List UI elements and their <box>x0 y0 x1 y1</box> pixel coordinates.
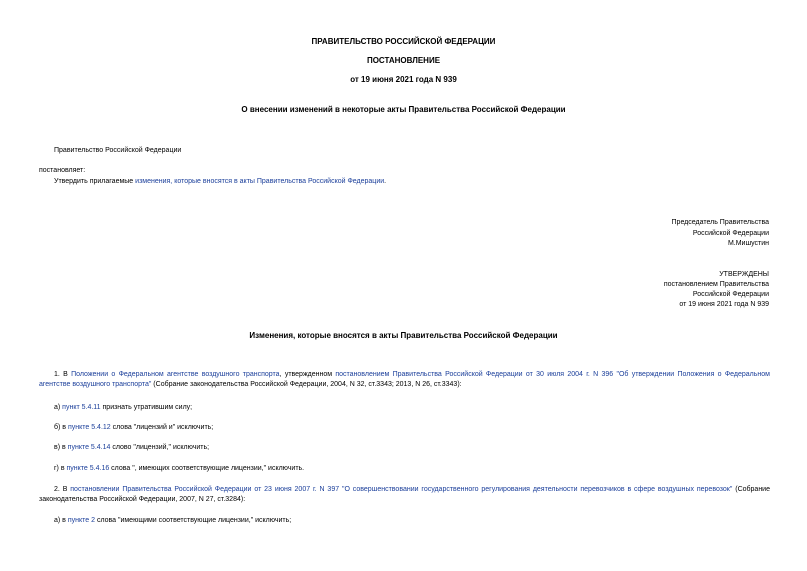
sub2-a-suffix: слова "имеющими соответствующие лицензии," исключить; <box>95 517 292 524</box>
preamble-approve <box>54 177 386 187</box>
approved-line-3: Российской Федерации <box>692 291 769 298</box>
sub-b-paragraph <box>54 423 213 433</box>
decree-397-link[interactable]: постановлении Правительства Российской Федерации от 23 июня 2007 г. N 397 "О совершенствовании государственного регулирования деятельности перевозчиков в сфере воздушных перевозок" <box>70 486 733 493</box>
approve-changes-link[interactable]: изменения, которые вносятся в акты Правительства Российской Федерации <box>135 178 385 185</box>
approve-prefix: Утвердить прилагаемые <box>54 178 136 185</box>
item-1-text-3: (Собрание законодательства Российской Федерации, 2004, N 32, ст.3343; 2013, N 26, ст.3343): <box>151 381 462 388</box>
signature-line-1: Председатель Правительства <box>671 219 769 226</box>
approved-line-2: постановлением Правительства <box>663 281 769 288</box>
government-heading: ПРАВИТЕЛЬСТВО РОССИЙСКОЙ ФЕДЕРАЦИИ <box>311 37 496 46</box>
sub-a-paragraph <box>54 403 192 413</box>
sub-b-prefix: б) в <box>54 424 68 431</box>
signature-line-2: Российской Федерации <box>692 230 769 237</box>
sub-a-suffix: признать утратившим силу; <box>100 404 193 411</box>
decree-396-link[interactable]: постановлением Правительства Российской Федерации от 30 июля 2004 г. N 396 "Об утверждении Положения о Федеральном агентстве воздушного транспорта" <box>39 371 770 388</box>
item-1-paragraph <box>39 370 770 390</box>
sub-g-prefix: г) в <box>54 465 67 472</box>
item-2-text-1: 2. В <box>54 486 71 493</box>
item-1-text-1: 1. В <box>54 371 72 378</box>
point-5-4-11-link[interactable]: пункт 5.4.11 <box>62 404 101 411</box>
sub-v-prefix: в) в <box>54 444 68 451</box>
signature-name: М.Мишустин <box>727 240 769 247</box>
sub-g-suffix: слова ", имеющих соответствующие лицензии," исключить. <box>109 465 305 472</box>
document-title: О внесении изменений в некоторые акты Правительства Российской Федерации <box>241 105 566 114</box>
doc-type-heading: ПОСТАНОВЛЕНИЕ <box>366 56 441 65</box>
approved-line-1: УТВЕРЖДЕНЫ <box>719 271 769 278</box>
sub-g-paragraph <box>54 464 304 474</box>
regulation-fat-link[interactable]: Положении о Федеральном агентстве воздушного транспорта <box>71 371 280 378</box>
changes-title: Изменения, которые вносятся в акты Правительства Российской Федерации <box>249 331 558 340</box>
approve-suffix: . <box>384 178 387 185</box>
point-5-4-14-link[interactable]: пункте 5.4.14 <box>67 444 111 451</box>
point-5-4-16-link[interactable]: пункте 5.4.16 <box>66 465 110 472</box>
approved-line-4: от 19 июня 2021 года N 939 <box>679 301 769 308</box>
item-2-text-2: (Собрание законодательства Российской Федерации, 2007, N 27, ст.3284): <box>39 486 770 503</box>
preamble-decides: постановляет: <box>39 167 86 174</box>
preamble-subject: Правительство Российской Федерации <box>54 147 182 154</box>
point-5-4-12-link[interactable]: пункте 5.4.12 <box>67 424 111 431</box>
item-2-paragraph <box>39 485 770 505</box>
sub-a-prefix: а) <box>54 404 63 411</box>
point-2-link[interactable]: пункте 2 <box>67 517 95 524</box>
item-1-text-2: , утвержденном <box>279 371 336 378</box>
sub2-a-prefix: а) в <box>54 517 68 524</box>
sub-v-suffix: слово "лицензий," исключить; <box>110 444 210 451</box>
date-number-heading: от 19 июня 2021 года N 939 <box>350 75 457 84</box>
sub-b-suffix: слова "лицензий и" исключить; <box>110 424 214 431</box>
sub-v-paragraph <box>54 443 209 453</box>
sub2-a-paragraph <box>54 516 291 526</box>
